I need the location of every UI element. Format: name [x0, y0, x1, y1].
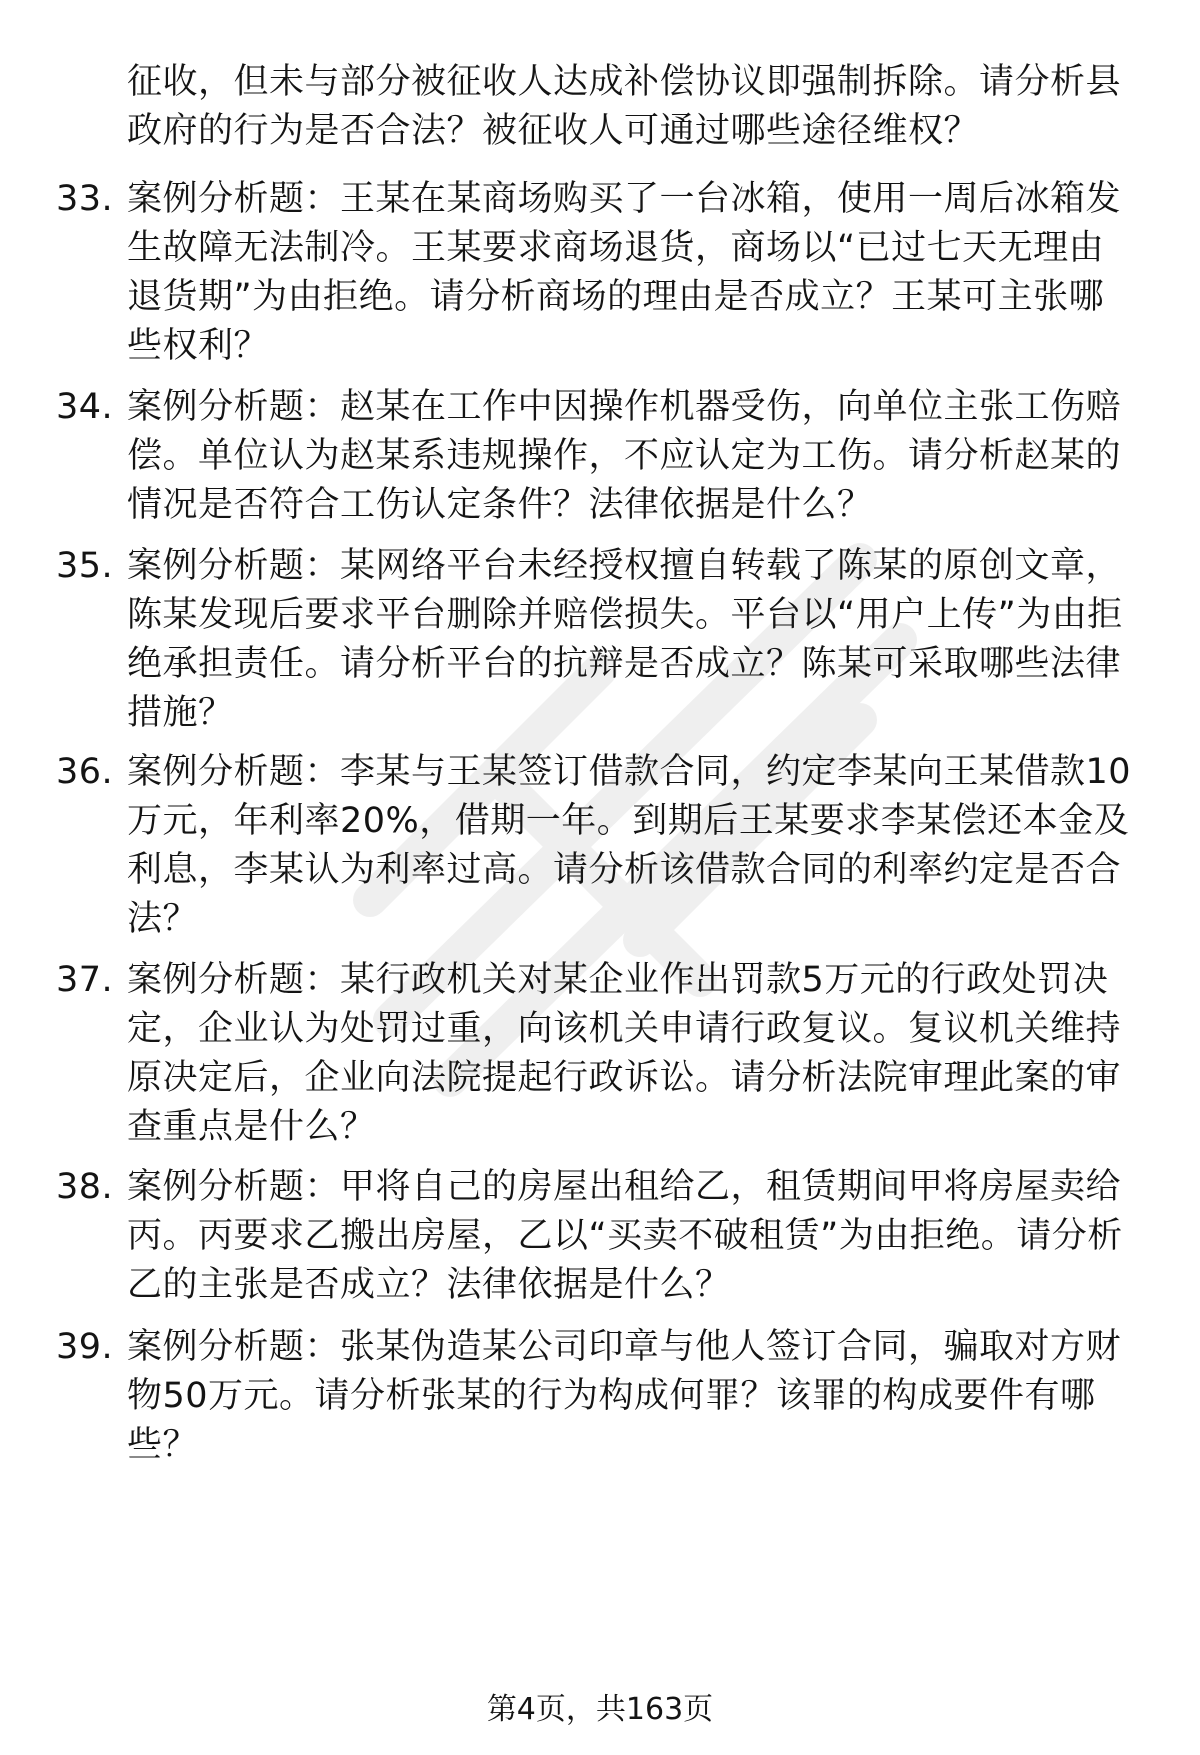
question-number: 39. — [56, 1327, 114, 1367]
question-text: 案例分析题：李某与王某签订借款合同，约定李某向王某借款10万元，年利率20%，借期一年。到期后王某要求李某偿还本金及利息，李某认为利率过高。请分析该借款合同的利率约定是否合法？ — [127, 752, 1132, 939]
question-text: 案例分析题：甲将自己的房屋出租给乙，租赁期间甲将房屋卖给丙。丙要求乙搬出房屋，乙以“买卖不破租赁”为由拒绝。请分析乙的主张是否成立？法律依据是什么？ — [127, 1167, 1123, 1305]
question-text: 案例分析题：某行政机关对某企业作出罚款5万元的行政处罚决定，企业认为处罚过重，向该机关申请行政复议。复议机关维持原决定后，企业向法院提起行政诉讼。请分析法院审理此案的审查重点是什么？ — [127, 960, 1122, 1147]
question-number: 36. — [56, 752, 114, 792]
question-number: 38. — [56, 1167, 114, 1207]
question-text: 案例分析题：张某伪造某公司印章与他人签订合同，骗取对方财物50万元。请分析张某的行为构成何罪？该罪的构成要件有哪些？ — [127, 1327, 1122, 1465]
question-number: 37. — [56, 960, 114, 1000]
question-continuation: 征收，但未与部分被征收人达成补偿协议即强制拆除。请分析县政府的行为是否合法？被征收人可通过哪些途径维权？ — [127, 62, 1122, 151]
page-number-footer: 第4页，共163页 — [486, 1692, 714, 1727]
question-text: 案例分析题：某网络平台未经授权擅自转载了陈某的原创文章，陈某发现后要求平台删除并赔偿损失。平台以“用户上传”为由拒绝承担责任。请分析平台的抗辩是否成立？陈某可采取哪些法律措施？ — [127, 546, 1123, 733]
question-number: 33. — [56, 179, 114, 219]
question-number: 35. — [56, 546, 114, 586]
question-text: 案例分析题：王某在某商场购买了一台冰箱，使用一周后冰箱发生故障无法制冷。王某要求商场退货，商场以“已过七天无理由退货期”为由拒绝。请分析商场的理由是否成立？王某可主张哪些权利？ — [127, 179, 1122, 366]
question-text: 案例分析题：赵某在工作中因操作机器受伤，向单位主张工伤赔偿。单位认为赵某系违规操作，不应认定为工伤。请分析赵某的情况是否符合工伤认定条件？法律依据是什么？ — [127, 387, 1122, 525]
question-number: 34. — [56, 387, 114, 427]
